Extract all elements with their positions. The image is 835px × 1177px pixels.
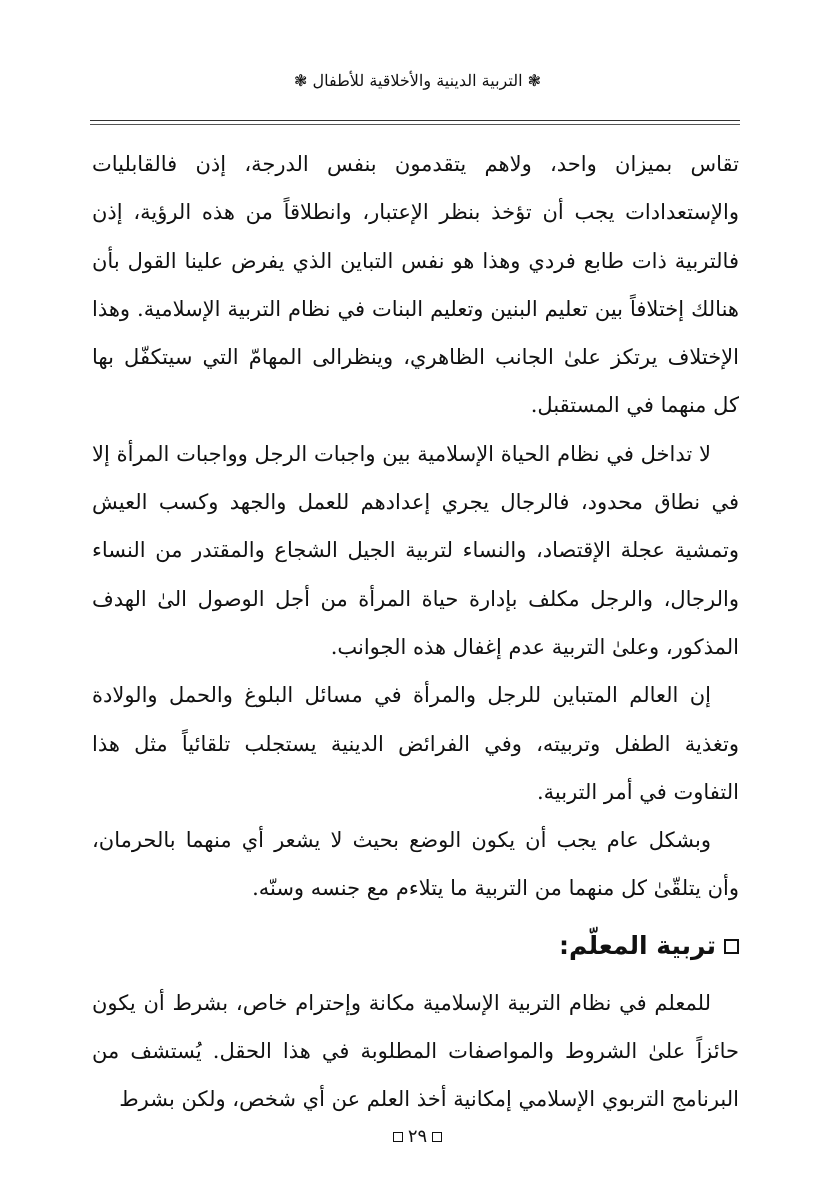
paragraph: إن العالم المتباين للرجل والمرأة في مسائل البلوغ والحمل والولادة وتغذية الطفل وتربيته، وفي الفرائض الدينية يستجلب تلقائياً مثل هذا التفاوت في أمر التربية.: [92, 683, 739, 804]
square-ornament-icon: [393, 1132, 403, 1142]
section-heading: [92, 913, 739, 979]
paragraph: تقاس بميزان واحد، ولاهم يتقدمون بنفس الدرجة، إذن فالقابليات والإستعدادات يجب أن تؤخذ بنظر الإعتبار، وانطلاقاً من هذه الرؤية، إذن فالتربية ذات طابع فردي وهذا هو نفس التباين الذي يفرض علينا القول بأن هنالك إختلافاً بين تعليم البنين وتعليم البنات في نظام التربية الإسلامية. وهذا الإختلاف يرتكز علىٰ الجانب الظاهري، وينظرالى المهامّ التي سيتكفّل بها كل منهما في المستقبل.: [92, 152, 739, 418]
paragraph: وبشكل عام يجب أن يكون الوضع بحيث لا يشعر أي منهما بالحرمان، وأن يتلقّىٰ كل منهما من التربية ما يتلاءم مع جنسه وسنّه.: [92, 828, 739, 901]
body-text: [92, 140, 739, 1124]
square-bullet-icon: [724, 939, 739, 954]
paragraph: للمعلم في نظام التربية الإسلامية مكانة وإحترام خاص، بشرط أن يكون حائزاً علىٰ الشروط والمواصفات المطلوبة في هذا الحقل. يُستشف من البرنامج التربوي الإسلامي إمكانية أخذ العلم عن أي شخص، ولكن بشرط: [92, 990, 739, 1112]
running-header: ❃ التربية الدينية والأخلاقية للأطفال ❃: [293, 71, 542, 90]
paragraph: لا تداخل في نظام الحياة الإسلامية بين واجبات الرجل وواجبات المرأة إلا في نطاق محدود، فالرجال يجري إعدادهم للعمل والجهد وكسب العيش وتمشية عجلة الإقتصاد، والنساء لتربية الجيل الشجاع والمقتدر من النساء والرجال، والرجل مكلف بإدارة حياة المرأة من أجل الوصول الىٰ الهدف المذكور، وعلىٰ التربية عدم إغفال هذه الجوانب.: [92, 441, 739, 659]
page-number: [0, 1124, 835, 1150]
page-number-text: ٢٩: [407, 1126, 428, 1147]
header-rule: [90, 120, 740, 121]
square-ornament-icon: [432, 1132, 442, 1142]
section-heading-text: تربية المعلّم:: [558, 930, 716, 960]
header-rule-thin: [90, 124, 740, 125]
